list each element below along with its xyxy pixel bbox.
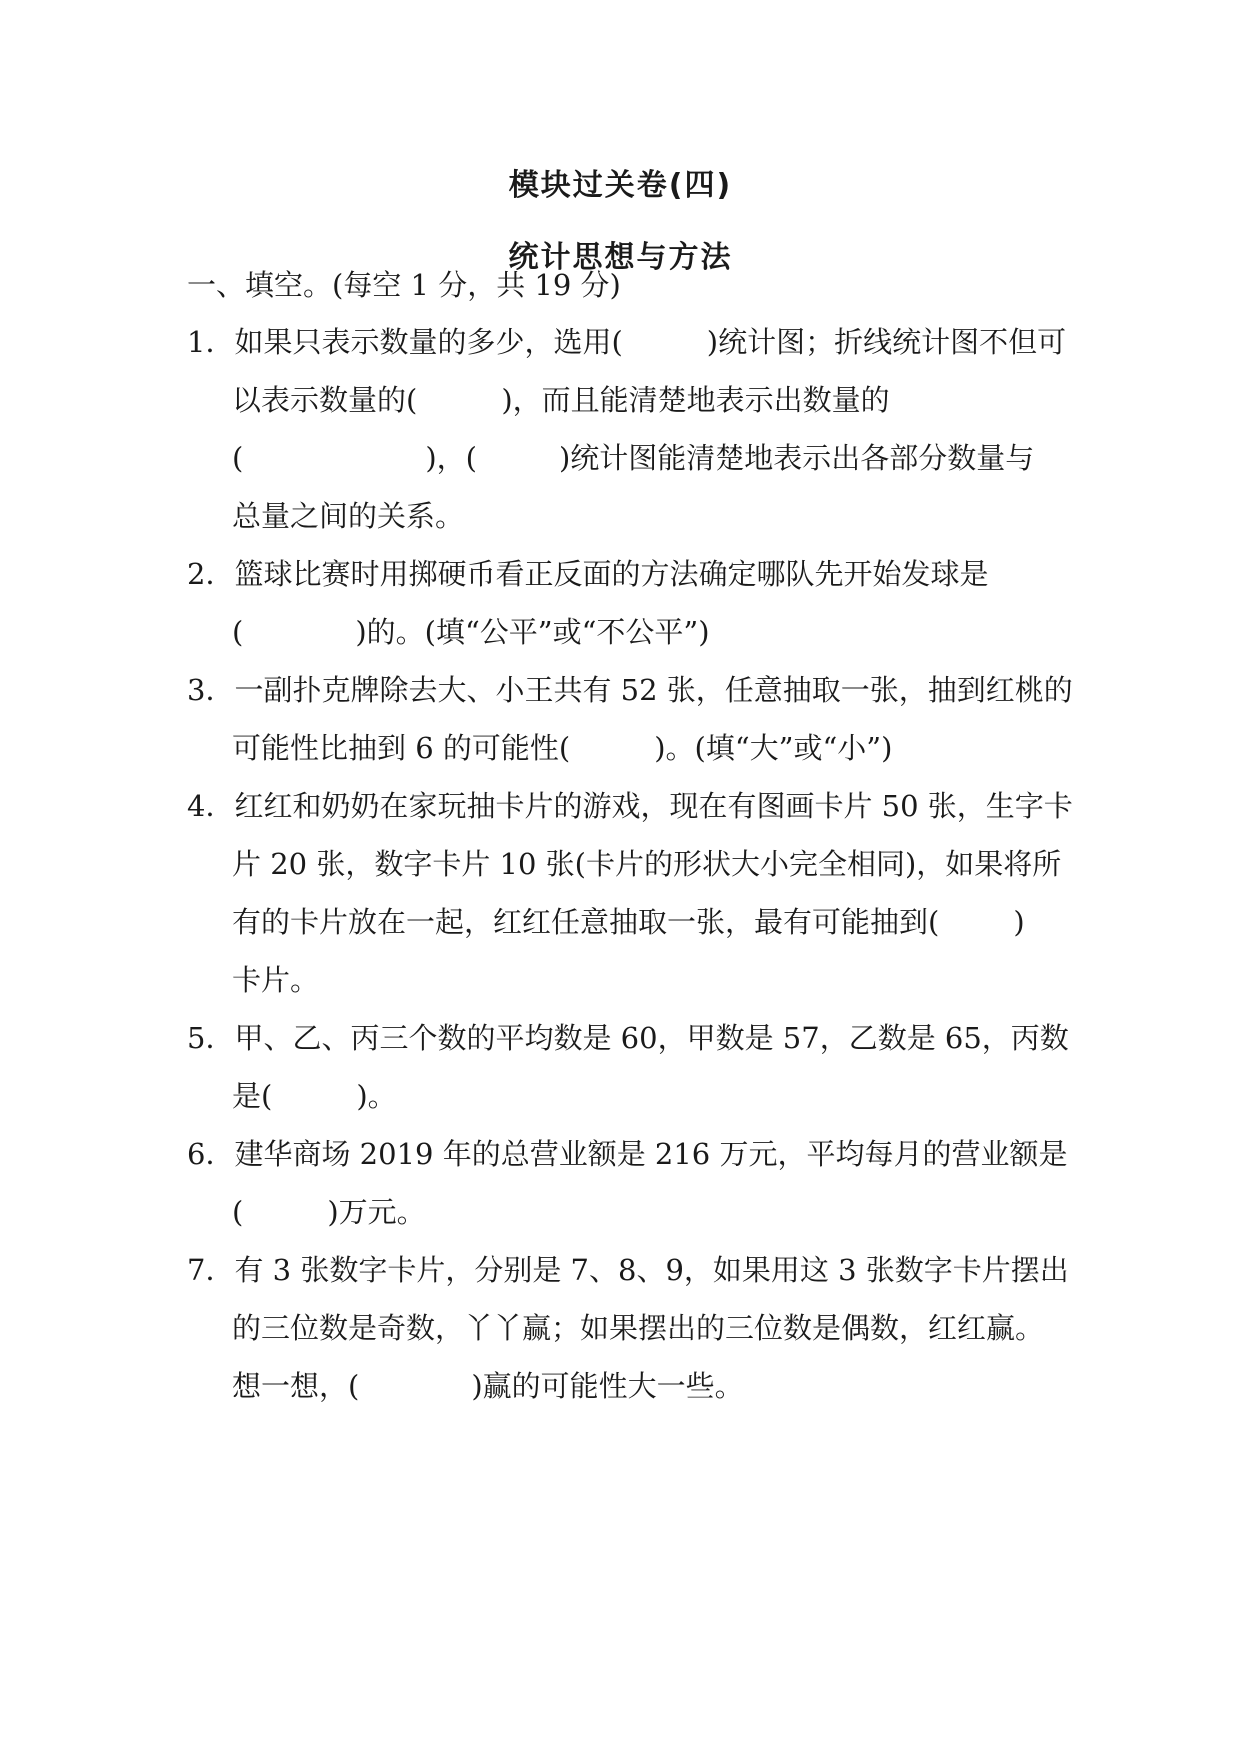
- question-5-line-2: [232, 1076, 397, 1116]
- question-text: ): [1013, 905, 1025, 939]
- question-7-line-2: 的三位数是奇数，丫丫赢；如果摆出的三位数是偶数，红红赢。: [232, 1311, 1045, 1345]
- question-text: 是(: [232, 1079, 273, 1113]
- question-4-line-4: 卡片。: [232, 963, 320, 997]
- question-text: (: [232, 441, 244, 475]
- question-1-line-3: [232, 438, 1034, 478]
- question-6-line-2: [232, 1192, 426, 1232]
- question-text: (: [232, 1195, 244, 1229]
- question-4-line-1: 4．红红和奶奶在家玩抽卡片的游戏，现在有图画卡片 50 张，生字卡: [187, 789, 1073, 823]
- question-text: )赢的可能性大一些。: [471, 1369, 744, 1403]
- question-1-line-4: 总量之间的关系。: [232, 499, 465, 533]
- question-4-line-3: [232, 902, 1025, 942]
- question-3-line-1: 3．一副扑克牌除去大、小王共有 52 张，任意抽取一张，抽到红桃的: [187, 673, 1073, 707]
- question-5-line-1: 5．甲、乙、丙三个数的平均数是 60，甲数是 57，乙数是 65，丙数: [187, 1021, 1069, 1055]
- question-1-line-2: [232, 380, 890, 420]
- question-2-line-1: 2．篮球比赛时用掷硬币看正反面的方法确定哪队先开始发球是: [187, 557, 989, 591]
- question-text: )统计图能清楚地表示出各部分数量与: [558, 441, 1035, 475]
- question-7-line-1: 7．有 3 张数字卡片，分别是 7、8、9，如果用这 3 张数字卡片摆出: [187, 1253, 1069, 1287]
- question-text: )，而且能清楚地表示出数量的: [501, 383, 890, 417]
- question-text: 可能性比抽到 6 的可能性(: [232, 731, 571, 765]
- question-text: )，(: [425, 441, 477, 475]
- question-2-line-2: [232, 612, 710, 652]
- question-text: (: [232, 615, 244, 649]
- question-text: )万元。: [327, 1195, 426, 1229]
- question-1-line-1: [187, 322, 1066, 362]
- page-subtitle: 统计思想与方法: [508, 240, 733, 275]
- question-text: 想一想，(: [232, 1369, 360, 1403]
- question-text: 有的卡片放在一起，红红任意抽取一张，最有可能抽到(: [232, 905, 940, 939]
- question-4-line-2: 片 20 张，数字卡片 10 张(卡片的形状大小完全相同)，如果将所: [232, 847, 1062, 881]
- question-text: 以表示数量的(: [232, 383, 418, 417]
- question-3-line-2: [232, 728, 892, 768]
- question-text: )的。(填“公平”或“不公平”): [355, 615, 710, 649]
- question-text: )。(填“大”或“小”): [654, 731, 893, 765]
- page-title: 模块过关卷(四): [508, 168, 733, 203]
- question-text: 1．如果只表示数量的多少，选用(: [187, 325, 623, 359]
- question-6-line-1: 6．建华商场 2019 年的总营业额是 216 万元，平均每月的营业额是: [187, 1137, 1068, 1171]
- section-heading: 一、填空。(每空 1 分，共 19 分): [187, 268, 621, 302]
- question-text: )统计图；折线统计图不但可: [706, 325, 1067, 359]
- question-7-line-3: [232, 1366, 744, 1406]
- question-text: )。: [356, 1079, 397, 1113]
